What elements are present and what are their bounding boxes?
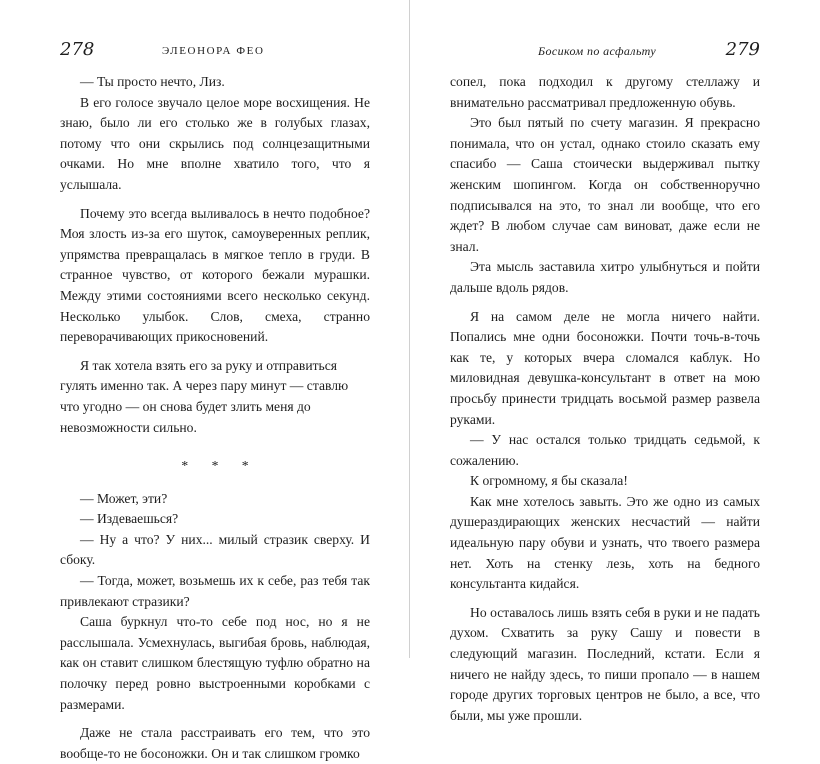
paragraph: Я так хотела взять его за руку и отправиться гулять именно так. А через пару минут — ставлю что угодно — он снова будет злить меня до невозможности сильно. [60, 357, 349, 435]
scene-separator: * * * [181, 458, 259, 474]
paragraph: Это был пятый по счету магазин. Я прекрасно понимала, что он устал, однако стоило сказать ему спасибо — Саша стоически выдерживал пытку женским шопингом. Когда он собственноручно подписывался на это, то знал ли вообще, что его ждет? В любом случае сам виноват, даже если не знал. [450, 115, 760, 254]
paragraph: Как мне хотелось завыть. Это же одно из самых душераздирающих женских несчастий — найти идеальную пару обуви и узнать, что твоего размера нет. Хоть на стенку лезь, хоть на бедного консультанта кидайся. [450, 493, 760, 592]
running-head-title: Босиком по асфальту [538, 44, 657, 58]
paragraph: — Ты просто нечто, Лиз. [80, 74, 225, 89]
paragraph: Даже не стала расстраивать его тем, что это вообще-то не босоножки. Он и так слишком громко [60, 725, 370, 761]
left-page [60, 0, 370, 761]
paragraph: К огромному, я бы сказала! [470, 473, 628, 489]
right-page [450, 0, 760, 723]
paragraph: Эта мысль заставила хитро улыбнуться и пойти дальше вдоль рядов. [450, 259, 760, 295]
paragraph: Саша буркнул что-то себе под нос, но я не расслышала. Усмехнулась, выгибая бровь, наблюдая, как он ставит слишком блестящую туфлю обратно на полочку перед ровно выстроенными коробками с размерами. [60, 614, 370, 712]
paragraph: — Ну а что? У них... милый стразик сверху. И сбоку. [60, 531, 370, 568]
right-page-body [450, 72, 760, 726]
page-number: 278 [60, 39, 95, 60]
paragraph: — У нас остался только тридцать седьмой, к сожалению. [450, 432, 760, 468]
running-head-author: ЭЛЕОНОРА ФЕО [162, 45, 265, 57]
page-number: 279 [725, 39, 760, 60]
left-page-body [60, 72, 370, 764]
paragraph: В его голосе звучало целое море восхищения. Не знаю, было ли его столько же в голубых глазах, потому что они скрылись под солнцезащитными очками. Но мне вполне хватило того, что я услышала. [60, 94, 370, 192]
paragraph: Почему это всегда выливалось в нечто подобное? Моя злость из-за его шуток, самоуверенных реплик, упрямства превращалась в мягкое тепло в груди. В странное чувство, от которого бежали мурашки. Между этими состояниями всего несколько секунд. Несколько улыбок. Слов, смеха, странно переворачивающих прикосновений. [60, 205, 370, 345]
paragraph: Но оставалось лишь взять себя в руки и не падать духом. Схватить за руку Сашу и повести в следующий магазин. Последний, кстати. Если я ничего не найду здесь, то пиши пропало — в нашем городе других торговых центров не было, а все, что были, мы уже прошли. [450, 604, 760, 723]
paragraph: — Тогда, может, возьмешь их к себе, раз тебя так привлекают стразики? [60, 573, 370, 609]
paragraph: Я на самом деле не могла ничего найти. Попались мне одни босоножки. Почти точь-в-точь как те, у которых вчера сломался каблук. Но миловидная девушка-консультант в ответ на мою просьбу принести тридцать восьмой размер развела руками. [450, 308, 760, 427]
book-gutter [409, 0, 410, 658]
paragraph: — Может, эти? [80, 490, 168, 506]
paragraph: — Издеваешься? [80, 511, 179, 527]
right-page-header [450, 40, 760, 60]
paragraph: сопел, пока подходил к другому стеллажу и внимательно рассматривал предложенную обувь. [450, 74, 760, 110]
left-page-header [60, 40, 370, 60]
